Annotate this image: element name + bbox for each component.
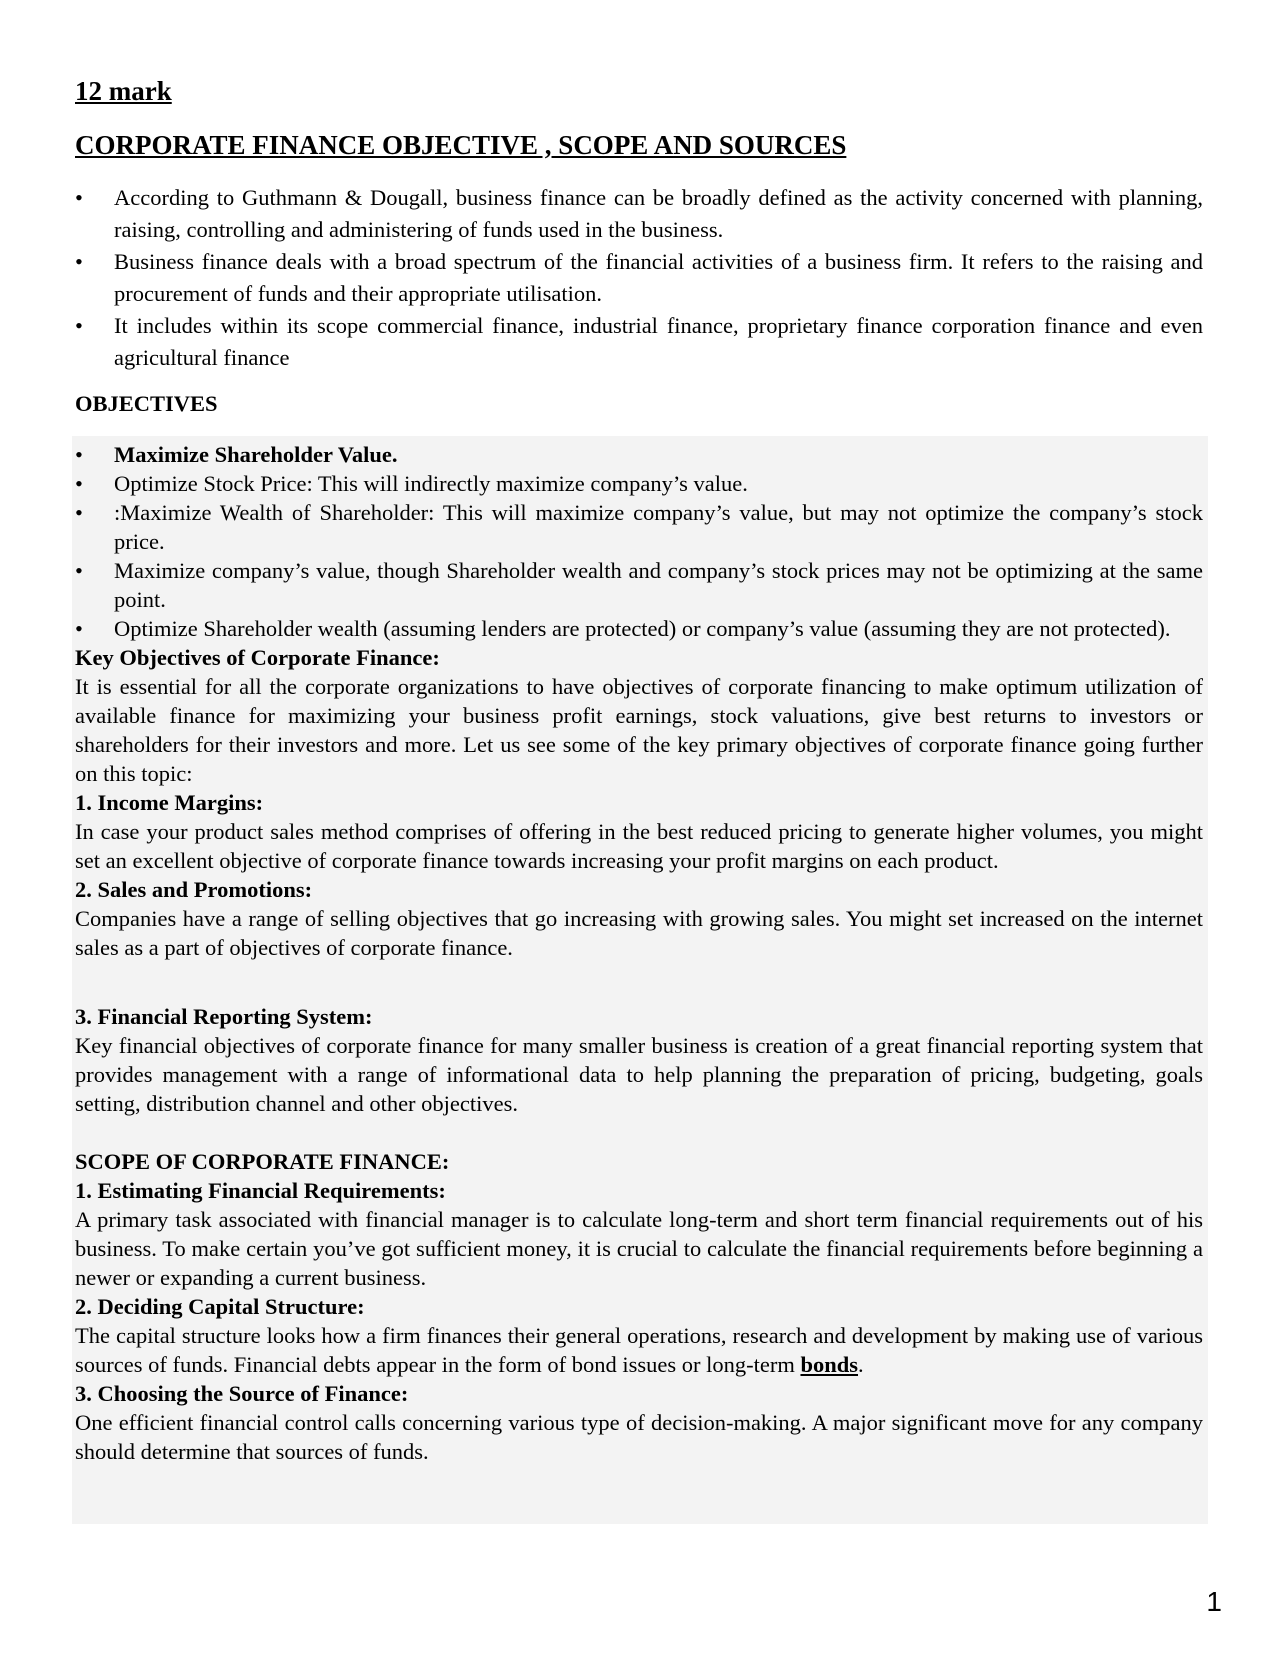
intro-bullet	[75, 182, 1203, 245]
bullet-text: Optimize Shareholder wealth (assuming lenders are protected) or company’s value (assuming they are not protected).	[114, 616, 1171, 641]
scope-item-title: 3. Choosing the Source of Finance:	[75, 1381, 409, 1406]
mark-label: 12 mark	[75, 76, 172, 106]
objective-bullet	[75, 556, 1203, 614]
spacer	[75, 962, 1203, 1002]
objective-item-text: Companies have a range of selling objectives that go increasing with growing sales. You might set increased on the internet sales as a part of objectives of corporate finance.	[75, 906, 1203, 960]
scope-item-title: 1. Estimating Financial Requirements:	[75, 1178, 446, 1203]
intro-bullet	[75, 246, 1203, 309]
bullet-icon: •	[75, 249, 83, 274]
key-objectives-heading: Key Objectives of Corporate Finance:	[75, 645, 440, 670]
sentence-end: .	[858, 1352, 864, 1377]
scope-item-title: 2. Deciding Capital Structure:	[75, 1294, 365, 1319]
bullet-icon: •	[75, 616, 83, 641]
intro-bullet	[75, 310, 1203, 373]
bullet-text: Optimize Stock Price: This will indirectly maximize company’s value.	[114, 471, 748, 496]
page-title: CORPORATE FINANCE OBJECTIVE , SCOPE AND SOURCES	[75, 130, 847, 160]
scope-item-text: A primary task associated with financial manager is to calculate long-term and short term financial requirements out of his business. To make certain you’ve got sufficient money, it is crucial to calculate the financial requirements before beginning a newer or expanding a current business.	[75, 1207, 1203, 1290]
spacer	[75, 1118, 1203, 1147]
objectives-heading: OBJECTIVES	[75, 391, 218, 416]
bullet-icon: •	[75, 471, 83, 496]
scope-heading: SCOPE OF CORPORATE FINANCE:	[75, 1149, 450, 1174]
bullet-icon: •	[75, 313, 83, 338]
objective-item-text: In case your product sales method comprises of offering in the best reduced pricing to generate higher volumes, you might set an excellent objective of corporate finance towards increasing your profit margins on each product.	[75, 819, 1203, 873]
objective-bullet	[75, 498, 1203, 556]
bullet-text: It includes within its scope commercial finance, industrial finance, proprietary finance corporation finance and even agricultural finance	[114, 313, 1203, 370]
key-objectives-intro: It is essential for all the corporate organizations to have objectives of corporate financing to make optimum utilization of available finance for maximizing your business profit earnings, stock valuations, give best returns to investors or shareholders for their investors and more. Let us see some of the key primary objectives of corporate finance going further on this topic:	[75, 674, 1203, 786]
bullet-text: According to Guthmann & Dougall, business finance can be broadly defined as the activity concerned with planning, raising, controlling and administering of funds used in the business.	[114, 185, 1203, 242]
objective-item-title: 3. Financial Reporting System:	[75, 1004, 373, 1029]
objective-item-title: 2. Sales and Promotions:	[75, 877, 313, 902]
objective-item-title: 1. Income Margins:	[75, 790, 264, 815]
scope-item-text-capital-structure	[75, 1321, 1203, 1379]
bullet-text: Business finance deals with a broad spectrum of the financial activities of a business firm. It refers to the raising and procurement of funds and their appropriate utilisation.	[114, 249, 1203, 306]
bullet-icon: •	[75, 442, 83, 467]
objective-bullet	[75, 440, 1203, 469]
bullet-text: :Maximize Wealth of Shareholder: This will maximize company’s value, but may not optimize the company’s stock price.	[114, 500, 1203, 554]
page-number: 1	[1206, 1586, 1222, 1617]
objective-item-text: Key financial objectives of corporate finance for many smaller business is creation of a great financial reporting system that provides management with a range of informational data to help planning the preparation of pricing, budgeting, goals setting, distribution channel and other objectives.	[75, 1033, 1203, 1116]
objectives-body	[75, 440, 1203, 1466]
bullet-icon: •	[75, 500, 83, 525]
intro-list	[75, 182, 1203, 374]
bullet-icon: •	[75, 558, 83, 583]
scope-item-text: One efficient financial control calls concerning various type of decision-making. A major significant move for any company should determine that sources of funds.	[75, 1410, 1203, 1464]
scope-item-text: The capital structure looks how a firm finances their general operations, research and development by making use of various sources of funds. Financial debts appear in the form of bond issues or long-term	[75, 1323, 1203, 1377]
bullet-text: Maximize company’s value, though Shareholder wealth and company’s stock prices may not be optimizing at the same point.	[114, 558, 1203, 612]
bonds-link[interactable]: bonds	[800, 1352, 859, 1377]
bullet-text: Maximize Shareholder Value.	[114, 442, 398, 467]
objective-bullet	[75, 469, 1203, 498]
bullet-icon: •	[75, 185, 83, 210]
objective-bullet	[75, 614, 1203, 643]
